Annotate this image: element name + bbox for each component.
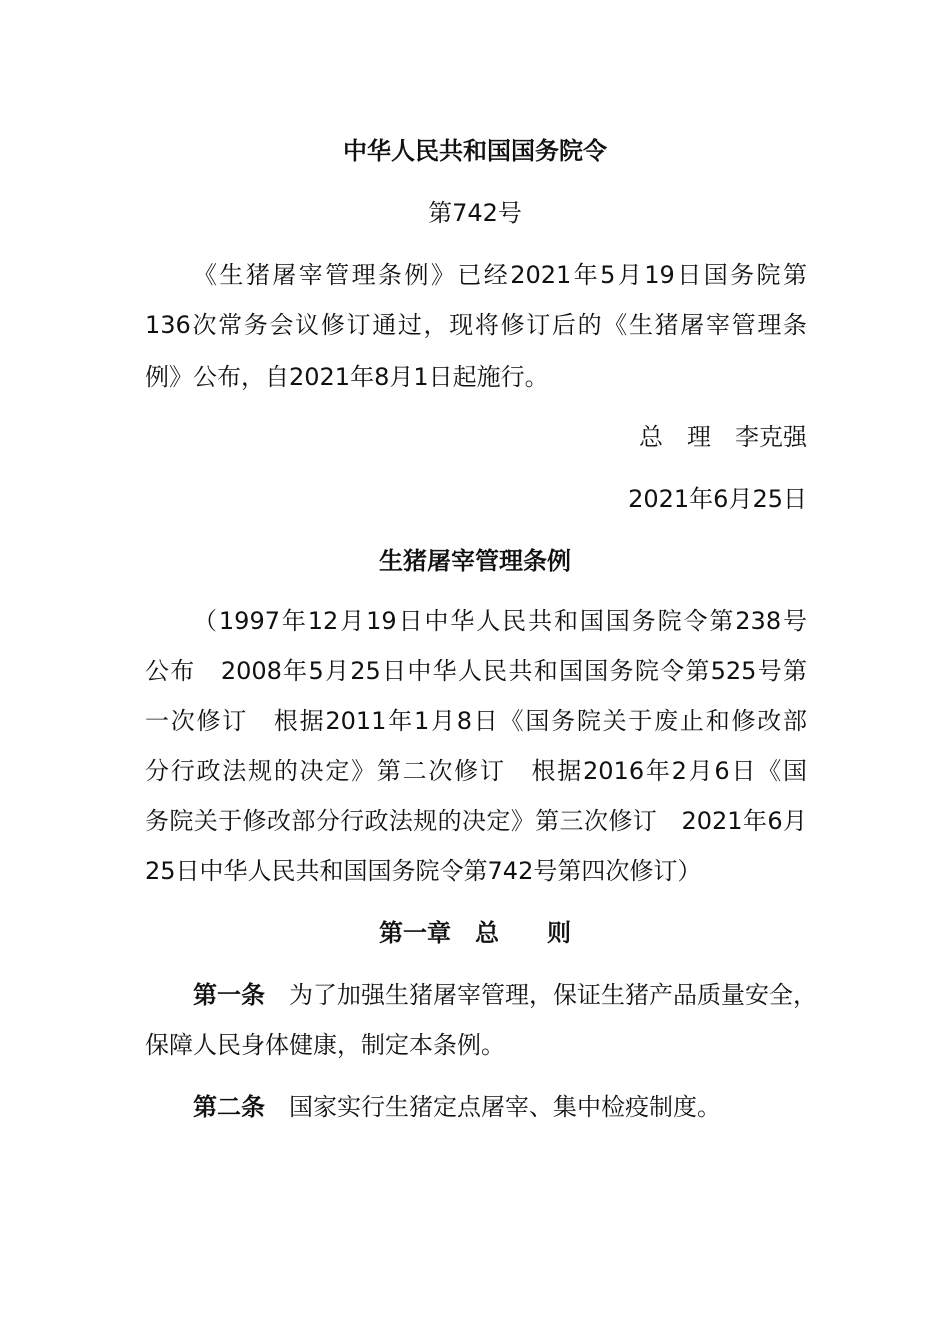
article-1-line-2: 保障人民身体健康，制定本条例。 xyxy=(145,1031,505,1059)
article-1-line-1 xyxy=(145,980,817,1010)
article-2 xyxy=(145,1092,807,1122)
regulation-title: 生猪屠宰管理条例 xyxy=(379,547,571,575)
article-2-text: 国家实行生猪定点屠宰、集中检疫制度。 xyxy=(289,1093,721,1121)
history-line-5: 务院关于修改部分行政法规的决定》第三次修订 2021年6月 xyxy=(145,807,807,835)
announcement-line-3: 例》公布，自2021年8月1日起施行。 xyxy=(145,363,549,391)
chapter-1-title: 第一章 总 则 xyxy=(379,919,571,947)
article-1-label: 第一条 xyxy=(193,981,265,1009)
signatory: 总 理 李克强 xyxy=(639,423,807,451)
announcement-line-1: 《生猪屠宰管理条例》已经2021年5月19日国务院第 xyxy=(193,261,807,289)
history-line-1: （1997年12月19日中华人民共和国国务院令第238号 xyxy=(193,607,807,635)
announcement-line-2: 136次常务会议修订通过，现将修订后的《生猪屠宰管理条 xyxy=(145,311,807,339)
article-2-label: 第二条 xyxy=(193,1093,265,1121)
history-line-6: 25日中华人民共和国国务院令第742号第四次修订） xyxy=(145,857,702,885)
decree-number: 第742号 xyxy=(428,199,522,227)
signature-date: 2021年6月25日 xyxy=(628,485,807,513)
history-line-2: 公布 2008年5月25日中华人民共和国国务院令第525号第 xyxy=(145,657,807,685)
decree-title: 中华人民共和国国务院令 xyxy=(343,137,607,165)
article-1-text-1: 为了加强生猪屠宰管理，保证生猪产品质量安全， xyxy=(289,981,817,1009)
history-line-3: 一次修订 根据2011年1月8日《国务院关于废止和修改部 xyxy=(145,707,807,735)
history-line-4: 分行政法规的决定》第二次修订 根据2016年2月6日《国 xyxy=(145,757,807,785)
